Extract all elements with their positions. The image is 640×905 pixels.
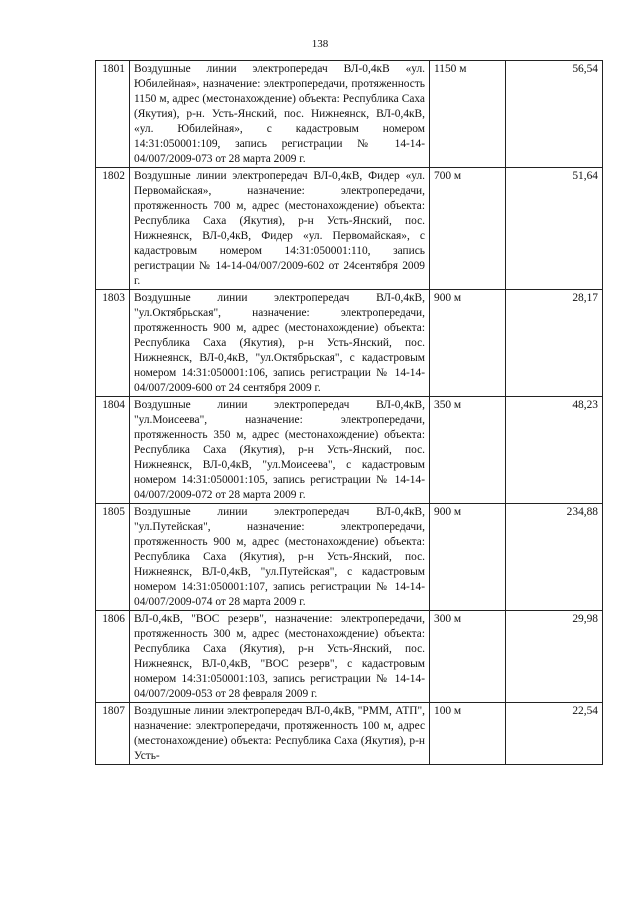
row-value: 234,88 xyxy=(506,504,603,611)
row-number: 1803 xyxy=(96,290,130,397)
row-description: Воздушные линии электропередач ВЛ-0,4кВ, "ул.Моисеева", назначение: электропередачи, протяженность 350 м, адрес (местонахождение) объекта: Республика Саха (Якутия), р-н Усть-Янский, пос. Нижнеянск, ВЛ-0,4кВ, "ул.Моисеева", с кадастровым номером 14:31:050001:105, запись регистрации № 14-14-04/007/2009-072 от 28 марта 2009 г. xyxy=(130,397,430,504)
table-row xyxy=(96,168,603,290)
row-number: 1807 xyxy=(96,703,130,765)
row-description: Воздушные линии электропередач ВЛ-0,4кВ «ул. Юбилейная», назначение: электропередачи, протяженность 1150 м, адрес (местонахождение) объекта: Республика Саха (Якутия), р-н. Усть-Янский, пос. Нижнеянск, ВЛ-0,4кВ, «ул. Юбилейная», с кадастровым номером 14:31:050001:109, запись регистрации № 14-14-04/007/2009-073 от 28 марта 2009 г. xyxy=(130,61,430,168)
row-description: Воздушные линии электропередач ВЛ-0,4кВ, "ул.Октябрьская", назначение: электропередачи, протяженность 900 м, адрес (местонахождение) объекта: Республика Саха (Якутия), р-н Усть-Янский, пос. Нижнеянск, ВЛ-0,4кВ, "ул.Октябрьская", с кадастровым номером 14:31:050001:106, запись регистрации № 14-14-04/007/2009-600 от 24 сентября 2009 г. xyxy=(130,290,430,397)
row-length: 1150 м xyxy=(430,61,506,168)
table-row xyxy=(96,290,603,397)
row-length: 100 м xyxy=(430,703,506,765)
table-row xyxy=(96,611,603,703)
row-description: Воздушные линии электропередач ВЛ-0,4кВ, "РММ, АТП", назначение: электропередачи, протяженность 100 м, адрес (местонахождение) объекта: Республика Саха (Якутия), р-н Усть- xyxy=(130,703,430,765)
row-number: 1805 xyxy=(96,504,130,611)
row-number: 1802 xyxy=(96,168,130,290)
row-length: 350 м xyxy=(430,397,506,504)
row-value: 48,23 xyxy=(506,397,603,504)
row-description: Воздушные линии электропередач ВЛ-0,4кВ, "ул.Путейская", назначение: электропередачи, протяженность 900 м, адрес (местонахождение) объекта: Республика Саха (Якутия), р-н Усть-Янский, пос. Нижнеянск, ВЛ-0,4кВ, "ул.Путейская", с кадастровым номером 14:31:050001:107, запись регистрации № 14-14-04/007/2009-074 от 28 марта 2009 г. xyxy=(130,504,430,611)
row-description: Воздушные линии электропередач ВЛ-0,4кВ, Фидер «ул. Первомайская», назначение: электропередачи, протяженность 700 м, адрес (местонахождение) объекта: Республика Саха (Якутия), р-н Усть-Янский, пос. Нижнеянск, ВЛ-0,4кВ, Фидер «ул. Первомайская», с кадастровым номером 14:31:050001:110, запись регистрации № 14-14-04/007/2009-602 от 24сентября 2009 г. xyxy=(130,168,430,290)
row-value: 28,17 xyxy=(506,290,603,397)
row-number: 1804 xyxy=(96,397,130,504)
row-value: 29,98 xyxy=(506,611,603,703)
row-length: 300 м xyxy=(430,611,506,703)
row-value: 22,54 xyxy=(506,703,603,765)
page-number: 138 xyxy=(311,38,329,50)
row-number: 1801 xyxy=(96,61,130,168)
table-row xyxy=(96,397,603,504)
property-registry-table xyxy=(95,60,603,765)
row-length: 900 м xyxy=(430,290,506,397)
row-description: ВЛ-0,4кВ, "ВОС резерв", назначение: электропередачи, протяженность 300 м, адрес (местонахождение) объекта: Республика Саха (Якутия), р-н Усть-Янский, пос. Нижнеянск, ВЛ-0,4кВ, "ВОС резерв", с кадастровым номером 14:31:050001:103, запись регистрации № 14-14-04/007/2009-053 от 28 февраля 2009 г. xyxy=(130,611,430,703)
table-row xyxy=(96,703,603,765)
table-row xyxy=(96,504,603,611)
row-length: 700 м xyxy=(430,168,506,290)
row-length: 900 м xyxy=(430,504,506,611)
row-value: 51,64 xyxy=(506,168,603,290)
row-value: 56,54 xyxy=(506,61,603,168)
table-row xyxy=(96,61,603,168)
row-number: 1806 xyxy=(96,611,130,703)
